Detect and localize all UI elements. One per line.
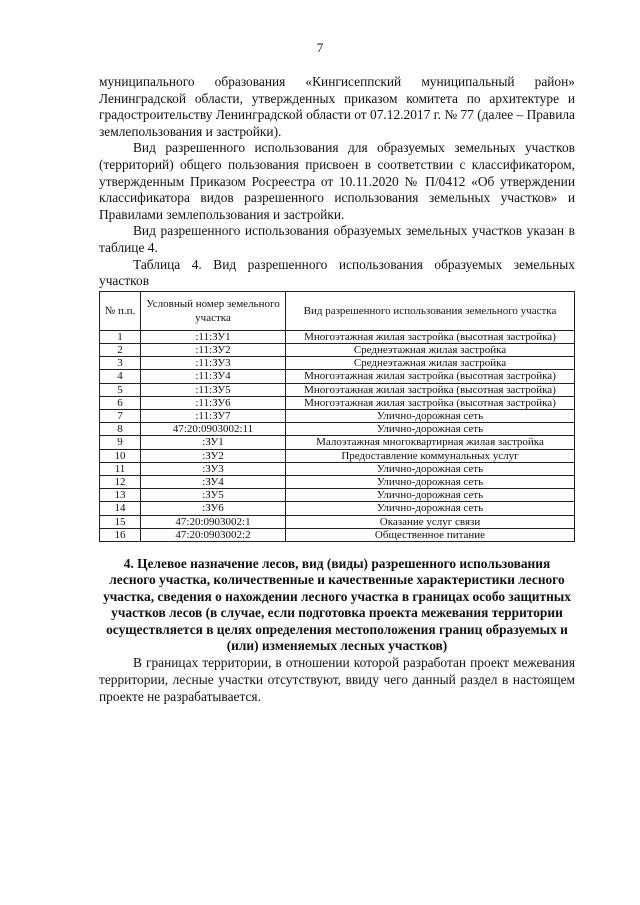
cell-plot-number: :11:ЗУ6 bbox=[141, 396, 286, 409]
header-plot-number: Условный номер земельного участка bbox=[141, 291, 286, 330]
table-row bbox=[100, 370, 575, 383]
cell-permitted-use: Улично-дорожная сеть bbox=[286, 409, 575, 422]
cell-permitted-use: Многоэтажная жилая застройка (высотная застройка) bbox=[286, 383, 575, 396]
cell-number: 4 bbox=[100, 370, 141, 383]
cell-number: 7 bbox=[100, 409, 141, 422]
cell-number: 8 bbox=[100, 423, 141, 436]
cell-number: 9 bbox=[100, 436, 141, 449]
document-body bbox=[99, 74, 575, 705]
cell-number: 5 bbox=[100, 383, 141, 396]
table-row bbox=[100, 409, 575, 422]
cell-plot-number: :11:ЗУ7 bbox=[141, 409, 286, 422]
cell-plot-number: :11:ЗУ4 bbox=[141, 370, 286, 383]
cell-number: 15 bbox=[100, 515, 141, 528]
cell-number: 6 bbox=[100, 396, 141, 409]
cell-permitted-use: Многоэтажная жилая застройка (высотная застройка) bbox=[286, 396, 575, 409]
table-row bbox=[100, 502, 575, 515]
table-row bbox=[100, 515, 575, 528]
cell-plot-number: :ЗУ2 bbox=[141, 449, 286, 462]
cell-permitted-use: Среднеэтажная жилая застройка bbox=[286, 357, 575, 370]
cell-permitted-use: Улично-дорожная сеть bbox=[286, 462, 575, 475]
table-row bbox=[100, 396, 575, 409]
cell-permitted-use: Предоставление коммунальных услуг bbox=[286, 449, 575, 462]
header-number: № п.п. bbox=[100, 291, 141, 330]
land-use-table bbox=[99, 291, 575, 542]
cell-permitted-use: Среднеэтажная жилая застройка bbox=[286, 343, 575, 356]
cell-plot-number: 47:20:0903002:2 bbox=[141, 528, 286, 541]
cell-number: 1 bbox=[100, 330, 141, 343]
cell-number: 14 bbox=[100, 502, 141, 515]
cell-plot-number: :11:ЗУ3 bbox=[141, 357, 286, 370]
table-row bbox=[100, 383, 575, 396]
cell-number: 3 bbox=[100, 357, 141, 370]
cell-plot-number: :11:ЗУ2 bbox=[141, 343, 286, 356]
table-row bbox=[100, 436, 575, 449]
cell-permitted-use: Улично-дорожная сеть bbox=[286, 489, 575, 502]
table-row bbox=[100, 475, 575, 488]
cell-plot-number: :ЗУ4 bbox=[141, 475, 286, 488]
paragraph-rules-reference: муниципального образования «Кингисеппский муниципальный район» Ленинградской области, утвержденных приказом комитета по архитектуре и градостроительству Ленинградской области от 07.12.2017 г. № 77 (далее – Правила землепользования и застройки). bbox=[99, 74, 575, 139]
cell-permitted-use: Улично-дорожная сеть bbox=[286, 475, 575, 488]
cell-plot-number: :11:ЗУ1 bbox=[141, 330, 286, 343]
cell-permitted-use: Общественное питание bbox=[286, 528, 575, 541]
cell-plot-number: :ЗУ5 bbox=[141, 489, 286, 502]
cell-plot-number: 47:20:0903002:11 bbox=[141, 423, 286, 436]
cell-permitted-use: Многоэтажная жилая застройка (высотная застройка) bbox=[286, 370, 575, 383]
cell-permitted-use: Многоэтажная жилая застройка (высотная застройка) bbox=[286, 330, 575, 343]
cell-number: 11 bbox=[100, 462, 141, 475]
header-permitted-use: Вид разрешенного использования земельного участка bbox=[286, 291, 575, 330]
cell-plot-number: :ЗУ3 bbox=[141, 462, 286, 475]
section-4-heading: 4. Целевое назначение лесов, вид (виды) разрешенного использования лесного участка, количественные и качественные характеристики лесного участка, сведения о нахождении лесного участка в границах особо защитных участков лесов (в случае, если подготовка проекта межевания территории осуществляется в целях определения местоположения границ образуемых и (или) изменяемых лесных участков) bbox=[103, 555, 571, 653]
table-row bbox=[100, 449, 575, 462]
table-caption: Таблица 4. Вид разрешенного использования образуемых земельных участков bbox=[99, 256, 575, 289]
cell-plot-number: :11:ЗУ5 bbox=[141, 383, 286, 396]
cell-number: 2 bbox=[100, 343, 141, 356]
table-row bbox=[100, 330, 575, 343]
page-number: 7 bbox=[316, 40, 324, 55]
table-row bbox=[100, 343, 575, 356]
table-row bbox=[100, 489, 575, 502]
cell-plot-number: :ЗУ1 bbox=[141, 436, 286, 449]
paragraph-table-reference: Вид разрешенного использования образуемых земельных участков указан в таблице 4. bbox=[99, 223, 575, 255]
cell-number: 12 bbox=[100, 475, 141, 488]
cell-plot-number: 47:20:0903002:1 bbox=[141, 515, 286, 528]
cell-permitted-use: Улично-дорожная сеть bbox=[286, 423, 575, 436]
cell-number: 10 bbox=[100, 449, 141, 462]
cell-plot-number: :ЗУ6 bbox=[141, 502, 286, 515]
table-row bbox=[100, 528, 575, 541]
cell-permitted-use: Улично-дорожная сеть bbox=[286, 502, 575, 515]
section-4-text: В границах территории, в отношении которой разработан проект межевания территории, лесные участки отсутствуют, ввиду чего данный раздел в настоящем проекте не разрабатывается. bbox=[99, 655, 575, 704]
cell-permitted-use: Оказание услуг связи bbox=[286, 515, 575, 528]
table-row bbox=[100, 423, 575, 436]
cell-number: 16 bbox=[100, 528, 141, 541]
cell-number: 13 bbox=[100, 489, 141, 502]
cell-permitted-use: Малоэтажная многоквартирная жилая застройка bbox=[286, 436, 575, 449]
table-row bbox=[100, 357, 575, 370]
paragraph-classifier: Вид разрешенного использования для образуемых земельных участков (территорий) общего пользования присвоен в соответствии с классификатором, утвержденным Приказом Росреестра от 10.11.2020 № П/0412 «Об утверждении классификатора видов разрешенного использования земельных участков» и Правилами землепользования и застройки. bbox=[99, 140, 575, 222]
table-header-row bbox=[100, 291, 575, 330]
table-row bbox=[100, 462, 575, 475]
table-body bbox=[100, 330, 575, 541]
